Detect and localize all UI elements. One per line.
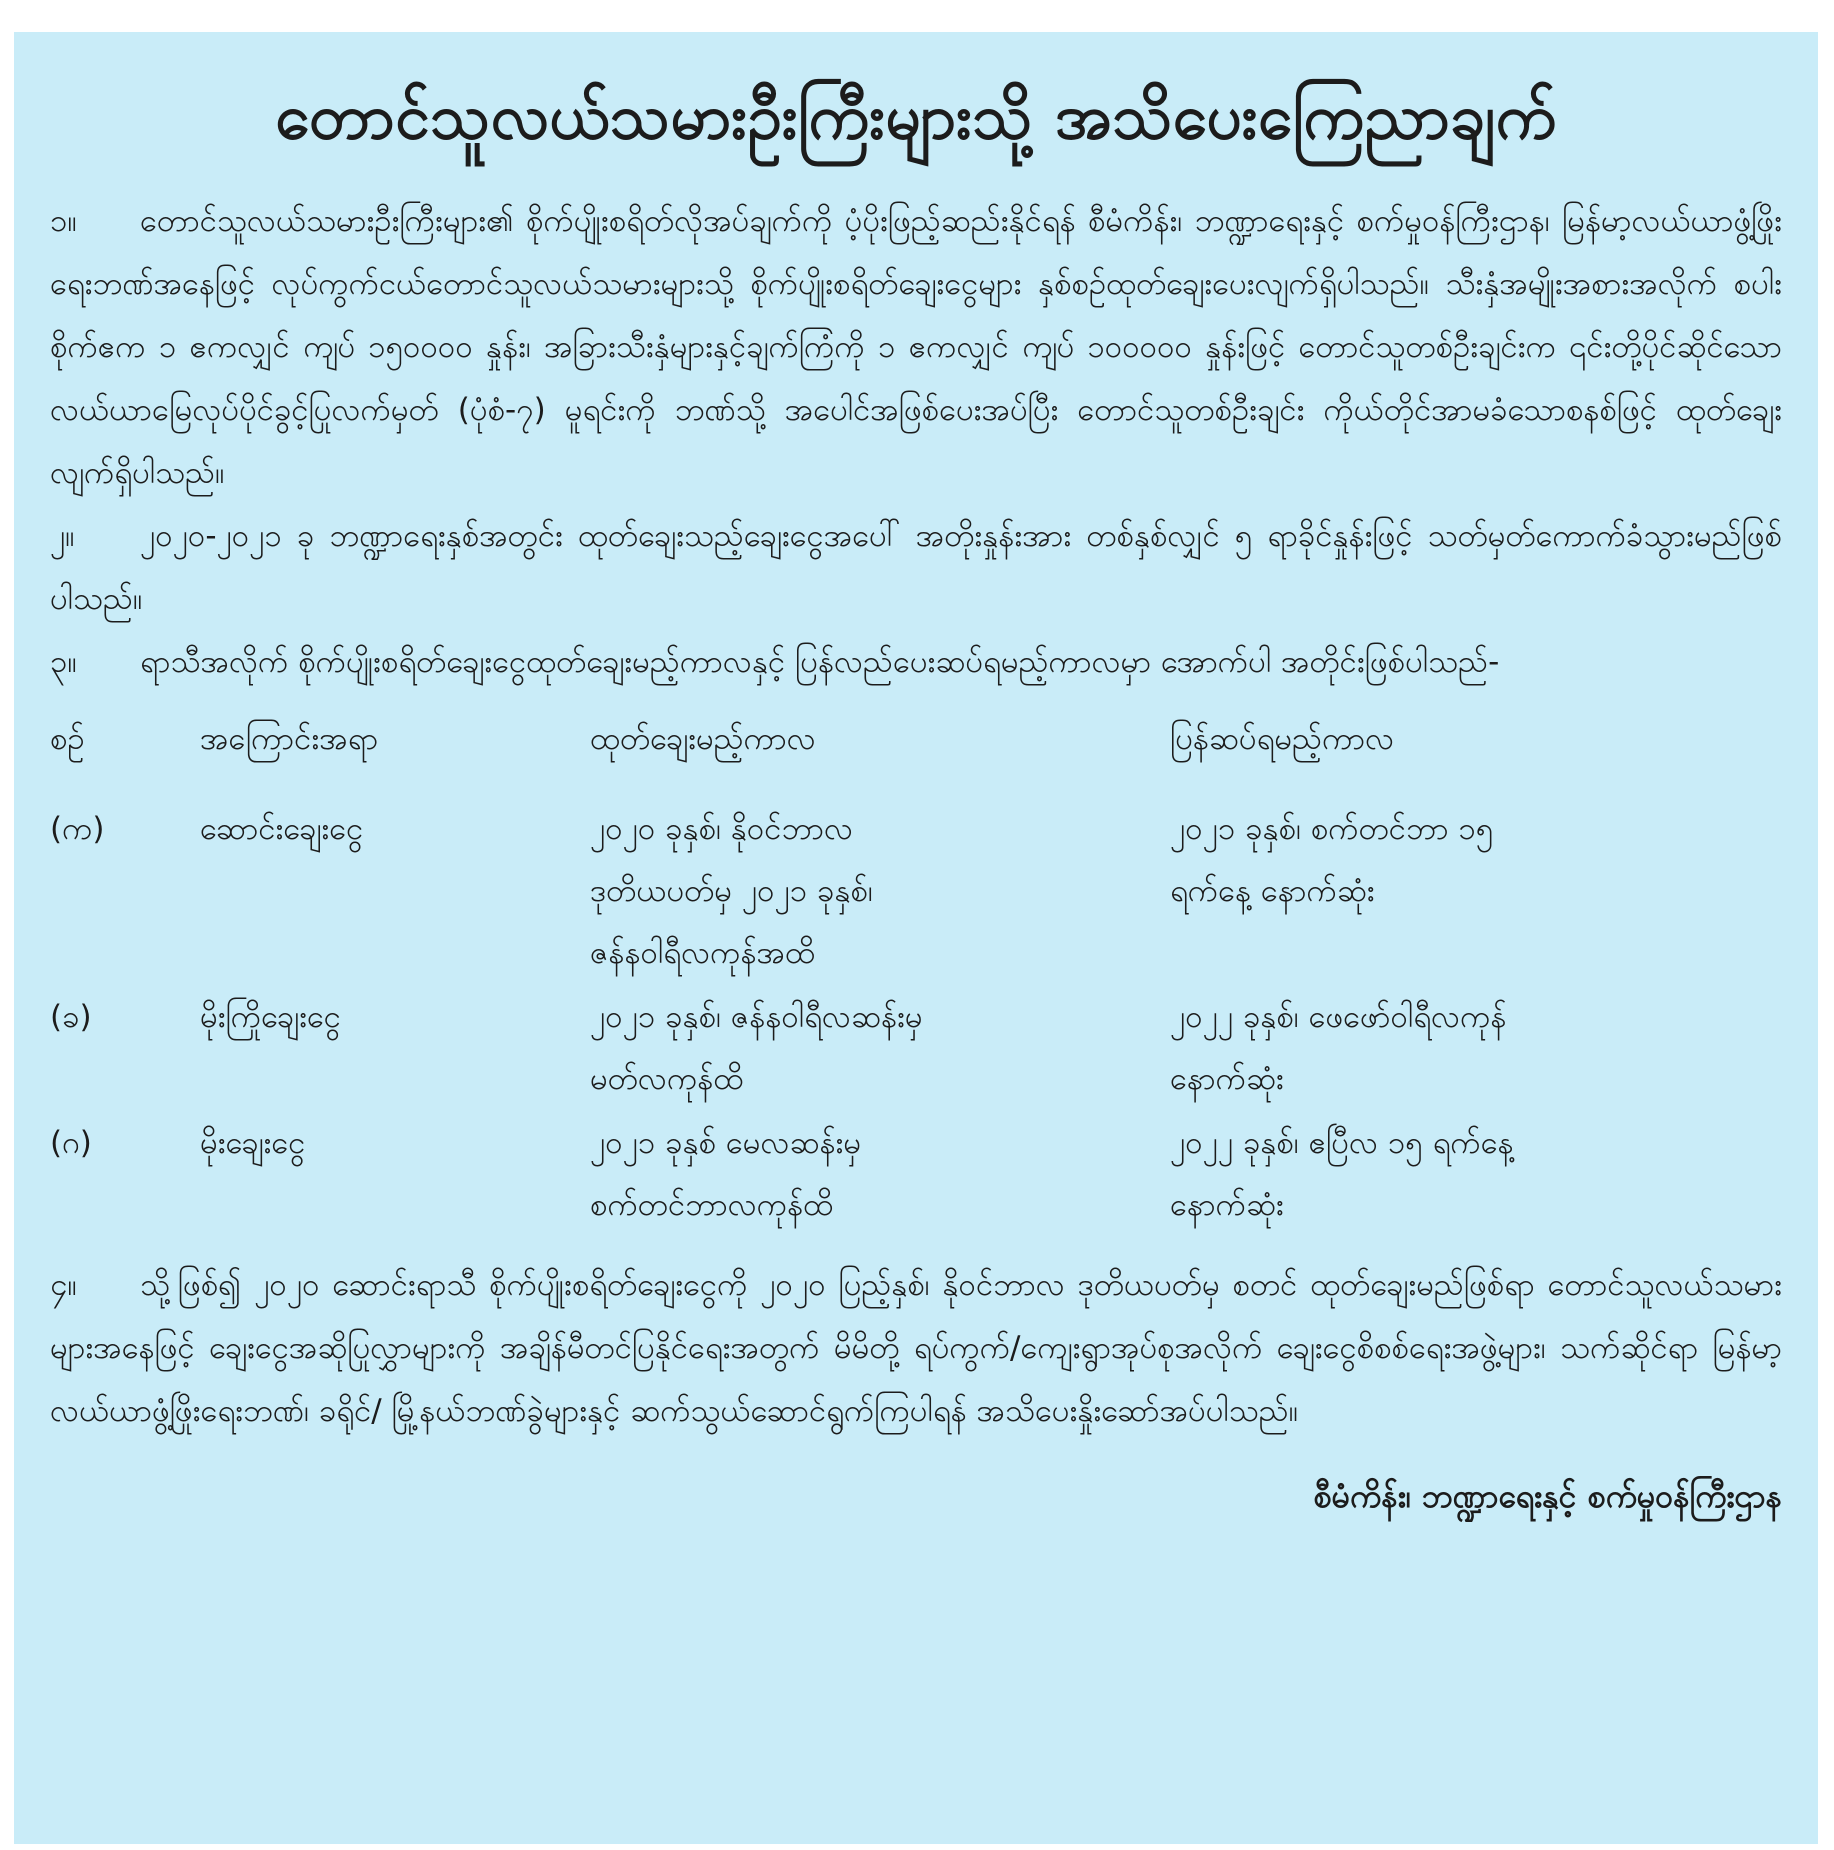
- header-serial: စဉ်: [50, 721, 85, 758]
- loan-schedule-table: [50, 708, 1782, 1236]
- repay-line: ၂၀၂၂ ခုနှစ်၊ ဧပြီလ ၁၅ ရက်နေ့: [1170, 1125, 1514, 1162]
- row-issue-period: [590, 1112, 1170, 1236]
- paragraph-text: ၂၀၂၀-၂၀၂၁ ခု ဘဏ္ဍာရေးနှစ်အတွင်း ထုတ်ချေးသည့်ချေးငွေအပေါ် အတိုးနှုန်းအား တစ်နှစ်လျှင် ၅ ရာခိုင်နှုန်းဖြင့် သတ်မှတ်ကောက်ခံသွားမည်ဖြစ်ပါသည်။: [50, 518, 1782, 618]
- row-serial: (ဂ): [50, 1125, 92, 1162]
- issue-line: ၂၀၂၀ ခုနှစ်၊ နိုဝင်ဘာလ: [590, 811, 854, 848]
- row-subject: မိုးချေးငွေ: [200, 1125, 306, 1162]
- row-subject: ဆောင်းချေးငွေ: [200, 811, 364, 848]
- issue-line: ၂၀၂၁ ခုနှစ် မေလဆန်းမှ: [590, 1125, 862, 1162]
- issuing-ministry-signature: စီမံကိန်း၊ ဘဏ္ဍာရေးနှင့် စက်မှုဝန်ကြီးဌာန: [1313, 1477, 1782, 1516]
- table-header-row: [50, 708, 1782, 770]
- repay-line: နောက်ဆုံး: [1170, 1187, 1284, 1224]
- paragraph-number: ၄။: [50, 1267, 77, 1304]
- header-subject: အကြောင်းအရာ: [200, 721, 379, 758]
- repay-line: နောက်ဆုံး: [1170, 1061, 1284, 1098]
- repay-line: ၂၀၂၂ ခုနှစ်၊ ဖေဖော်ဝါရီလကုန်: [1170, 999, 1507, 1036]
- table-row: [50, 986, 1782, 1110]
- paragraph-text: သို့ဖြစ်၍ ၂၀၂၀ ဆောင်းရာသီ စိုက်ပျိုးစရိတ်ချေးငွေကို ၂၀၂၀ ပြည့်နှစ်၊ နိုဝင်ဘာလ ဒုတိယပတ်မှ စတင် ထုတ်ချေးမည်ဖြစ်ရာ တောင်သူလယ်သမားများအနေဖြင့် ချေးငွေအဆိုပြုလွှာများကို အချိန်မီတင်ပြနိုင်ရေးအတွက် မိမိတို့ ရပ်ကွက်/ကျေးရွာအုပ်စုအလိုက် ချေးငွေစိစစ်ရေးအဖွဲ့များ၊ သက်ဆိုင်ရာ မြန်မာ့လယ်ယာဖွံ့ဖြိုးရေးဘဏ်၊ ခရိုင်/ မြို့နယ်ဘဏ်ခွဲများနှင့် ဆက်သွယ်ဆောင်ရွက်ကြပါရန် အသိပေးနှိုးဆော်အပ်ပါသည်။: [50, 1267, 1782, 1430]
- paragraph-number: ၁။: [50, 203, 77, 240]
- paragraph-2: [50, 505, 1782, 631]
- announcement-box: [14, 32, 1818, 1844]
- paragraph-3: [50, 631, 1782, 694]
- paragraph-text: ရာသီအလိုက် စိုက်ပျိုးစရိတ်ချေးငွေထုတ်ချေးမည့်ကာလနှင့် ပြန်လည်ပေးဆပ်ရမည့်ကာလမှာ အောက်ပါ အတိုင်းဖြစ်ပါသည်-: [140, 644, 1500, 681]
- row-issue-period: [590, 798, 1170, 984]
- paragraph-4: [50, 1254, 1782, 1443]
- row-serial: (က): [50, 811, 105, 848]
- header-repay-period: ပြန်ဆပ်ရမည့်ကာလ: [1170, 721, 1395, 758]
- paragraph-number: ၃။: [50, 644, 77, 681]
- repay-line: ၂၀၂၁ ခုနှစ်၊ စက်တင်ဘာ ၁၅: [1170, 811, 1494, 848]
- row-subject: မိုးကြိုချေးငွေ: [200, 999, 341, 1036]
- row-repay-period: [1170, 798, 1782, 984]
- paragraph-1: [50, 190, 1782, 505]
- issue-line: ၂၀၂၁ ခုနှစ်၊ ဇန်နဝါရီလဆန်းမှ: [590, 999, 923, 1036]
- row-repay-period: [1170, 1112, 1782, 1236]
- table-row: [50, 1112, 1782, 1236]
- row-serial: (ခ): [50, 999, 92, 1036]
- row-issue-period: [590, 986, 1170, 1110]
- issue-line: စက်တင်ဘာလကုန်ထိ: [590, 1187, 834, 1224]
- repay-line: ရက်နေ့ နောက်ဆုံး: [1170, 873, 1375, 910]
- paragraph-number: ၂။: [50, 518, 75, 555]
- issue-line: ဒုတိယပတ်မှ ၂၀၂၁ ခုနှစ်၊: [590, 873, 873, 910]
- issue-line: မတ်လကုန်ထိ: [590, 1061, 744, 1098]
- row-repay-period: [1170, 986, 1782, 1110]
- header-issue-period: ထုတ်ချေးမည့်ကာလ: [590, 721, 816, 758]
- issue-line: ဇန်နဝါရီလကုန်အထိ: [590, 935, 815, 972]
- paragraph-text: တောင်သူလယ်သမားဦးကြီးများ၏ စိုက်ပျိုးစရိတ်လိုအပ်ချက်ကို ပံ့ပိုးဖြည့်ဆည်းနိုင်ရန် စီမံကိန်း၊ ဘဏ္ဍာရေးနှင့် စက်မှုဝန်ကြီးဌာန၊ မြန်မာ့လယ်ယာဖွံ့ဖြိုးရေးဘဏ်အနေဖြင့် လုပ်ကွက်ငယ်တောင်သူလယ်သမားများသို့ စိုက်ပျိုးစရိတ်ချေးငွေများ နှစ်စဉ်ထုတ်ချေးပေးလျက်ရှိပါသည်။ သီးနှံအမျိုးအစားအလိုက် စပါးစိုက်ဧက ၁ ဧကလျှင် ကျပ် ၁၅၀၀၀၀ နှုန်း၊ အခြားသီးနှံများနှင့်ချက်ကြံကို ၁ ဧကလျှင် ကျပ် ၁၀၀၀၀၀ နှုန်းဖြင့် တောင်သူတစ်ဦးချင်းက ၎င်းတို့ပိုင်ဆိုင်သော လယ်ယာမြေလုပ်ပိုင်ခွင့်ပြုလက်မှတ် (ပုံစံ-၇) မူရင်းကို ဘဏ်သို့ အပေါင်အဖြစ်ပေးအပ်ပြီး တောင်သူတစ်ဦးချင်း ကိုယ်တိုင်အာမခံသောစနစ်ဖြင့် ထုတ်ချေးလျက်ရှိပါသည်။: [50, 203, 1782, 492]
- table-row: [50, 798, 1782, 984]
- announcement-title: တောင်သူလယ်သမားဦးကြီးများသို့ အသိပေးကြေညာချက်: [275, 80, 1557, 153]
